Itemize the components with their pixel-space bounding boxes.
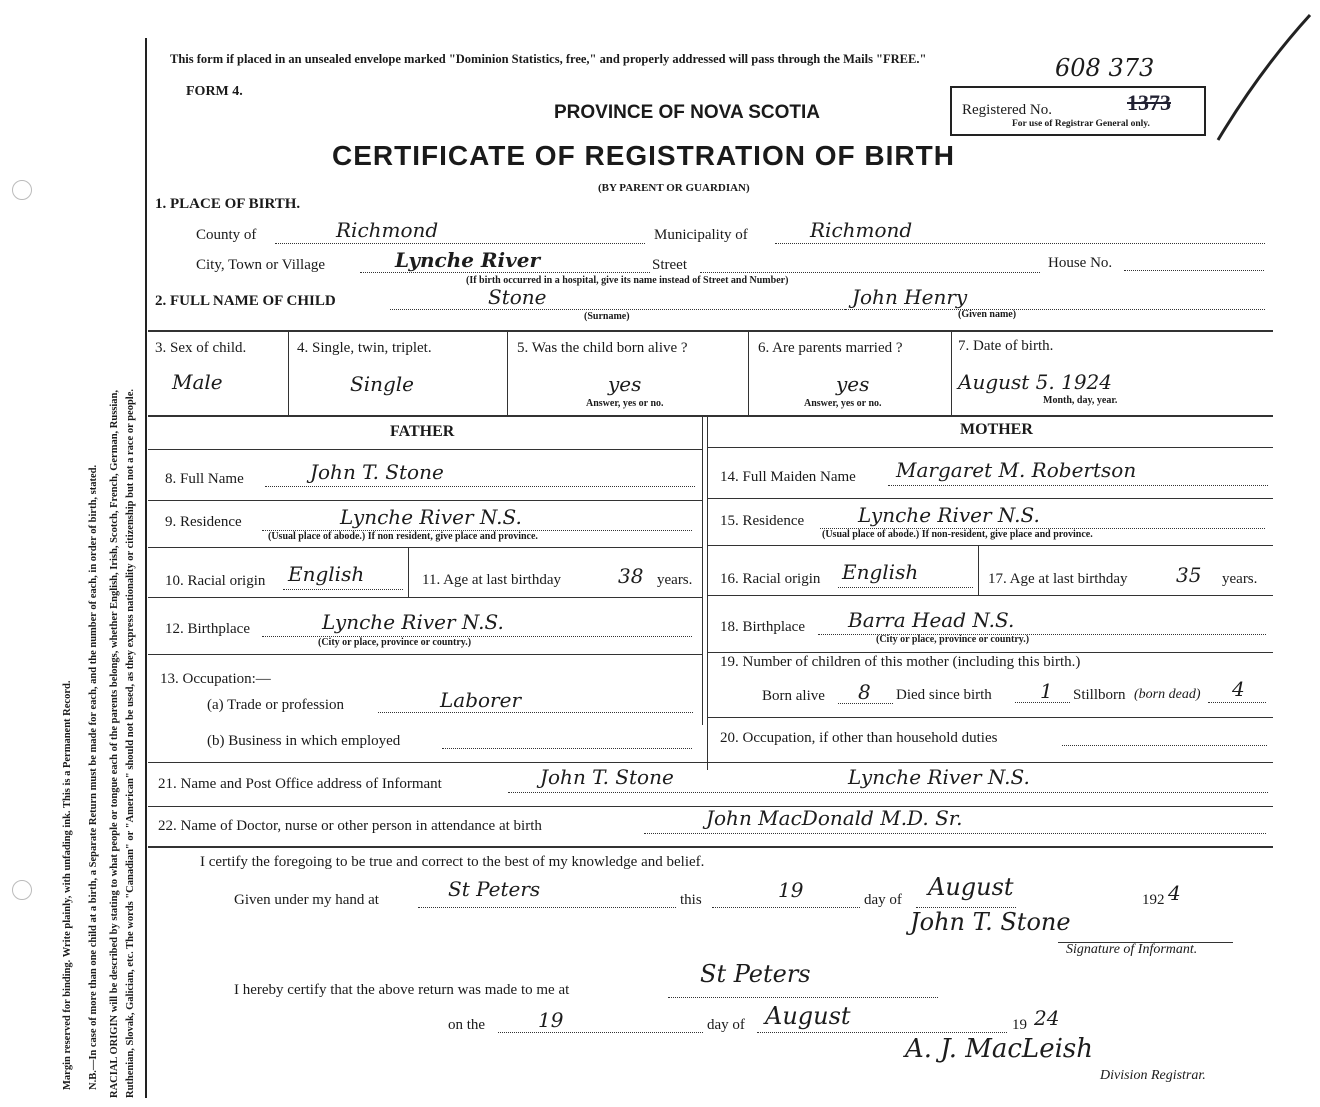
mother-age-value: 35 <box>1176 563 1202 587</box>
registered-label: Registered No. <box>962 102 1052 118</box>
page-subtitle: (BY PARENT OR GUARDIAN) <box>598 182 750 194</box>
stillborn-label: Stillborn <box>1073 687 1126 703</box>
municipality-value: Richmond <box>810 218 913 242</box>
margin-note-binding: Margin reserved for binding. Write plainly, with unfading ink. This is a Permanent Record. <box>62 680 73 1090</box>
registrar-place-value: St Peters <box>700 960 811 988</box>
sex-label: 3. Sex of child. <box>155 340 247 356</box>
father-birthplace-label: 12. Birthplace <box>165 621 250 637</box>
county-value: Richmond <box>336 218 439 242</box>
married-label: 6. Are parents married ? <box>758 340 903 356</box>
father-residence-label: 9. Residence <box>165 514 242 530</box>
registrar-signature-caption: Division Registrar. <box>1100 1068 1206 1083</box>
certification-statement: I certify the foregoing to be true and correct to the best of my knowledge and belief. <box>200 854 705 870</box>
father-birthplace-value: Lynche River N.S. <box>322 610 504 634</box>
surname-caption: (Surname) <box>584 311 630 322</box>
child-surname: Stone <box>488 285 547 309</box>
sex-value: Male <box>172 370 223 394</box>
born-alive-value: 8 <box>858 680 871 704</box>
alive-value: yes <box>608 372 642 396</box>
mother-occupation-label: 20. Occupation, if other than household duties <box>720 730 998 746</box>
table-bottom-rule <box>148 846 1273 848</box>
stillborn-note: (born dead) <box>1134 687 1201 702</box>
mother-birthplace-value: Barra Head N.S. <box>848 608 1015 632</box>
mother-residence-value: Lynche River N.S. <box>858 503 1040 527</box>
father-age-label: 11. Age at last birthday <box>422 572 561 588</box>
informant-name-value: John T. Stone <box>540 765 674 789</box>
punch-hole-bottom <box>12 880 32 900</box>
father-birthplace-caption: (City or place, province or country.) <box>318 637 472 648</box>
given-year-suffix: 4 <box>1168 881 1181 905</box>
page-title: CERTIFICATE OF REGISTRATION OF BIRTH <box>332 140 955 171</box>
registrar-use-note: For use of Registrar General only. <box>1012 119 1150 129</box>
mother-name-value: Margaret M. Robertson <box>896 458 1137 482</box>
hospital-note: (If birth occurred in a hospital, give its name instead of Street and Number) <box>466 275 789 286</box>
died-since-birth-label: Died since birth <box>896 687 992 703</box>
city-label: City, Town or Village <box>196 257 326 273</box>
child-name-label: 2. FULL NAME OF CHILD <box>155 293 336 309</box>
registrar-signature: A. J. MacLeish <box>905 1034 1093 1064</box>
house-label: House No. <box>1048 255 1113 271</box>
given-under-hand-label: Given under my hand at <box>234 892 379 908</box>
mother-heading: MOTHER <box>960 421 1033 438</box>
margin-note-racial-origin-2: Ruthenian, Slovak, Galician, etc. The words "Canadian" or "American" should not be used, as they express nationality or citizenship but not a race or people. <box>125 389 136 1098</box>
alive-caption: Answer, yes or no. <box>586 398 664 409</box>
mail-notice: This form if placed in an unsealed envelope marked "Dominion Statistics, free," and properly addressed will pass through the Mails "FREE." <box>170 52 927 66</box>
alive-label: 5. Was the child born alive ? <box>517 340 688 356</box>
father-trade-value: Laborer <box>440 688 522 712</box>
married-value: yes <box>836 372 870 396</box>
child-given-name: John Henry <box>852 285 968 309</box>
given-place-value: St Peters <box>448 877 541 901</box>
mother-racial-label: 16. Racial origin <box>720 571 821 587</box>
province-name: PROVINCE OF NOVA SCOTIA <box>554 102 821 123</box>
single-label: 4. Single, twin, triplet. <box>297 340 432 356</box>
informant-label: 21. Name and Post Office address of Informant <box>158 776 442 792</box>
place-of-birth-heading: 1. PLACE OF BIRTH. <box>155 196 301 212</box>
city-value: Lynche River <box>395 248 541 272</box>
father-occupation-label: 13. Occupation:— <box>160 671 271 687</box>
mother-age-unit: years. <box>1222 571 1258 587</box>
margin-note-racial-origin: RACIAL ORIGIN will be described by stating to what people or tongue each of the parents belongs, whether English, Irish, Scotch, French, German, Russian, <box>109 389 120 1098</box>
this-label: this <box>680 892 702 908</box>
registration-year-prefix: 19 <box>1012 1017 1027 1033</box>
married-caption: Answer, yes or no. <box>804 398 882 409</box>
single-value: Single <box>350 372 415 396</box>
doctor-label: 22. Name of Doctor, nurse or other person in attendance at birth <box>158 818 542 834</box>
registered-box <box>950 86 1206 136</box>
mother-name-label: 14. Full Maiden Name <box>720 469 856 485</box>
given-year-prefix: 192 <box>1142 892 1165 908</box>
day-of-label: day of <box>864 892 902 908</box>
table-top-rule <box>148 330 1273 332</box>
father-age-value: 38 <box>618 564 644 588</box>
registration-day-of-label: day of <box>707 1017 745 1033</box>
informant-signature-caption: Signature of Informant. <box>1066 942 1198 957</box>
dob-label: 7. Date of birth. <box>958 338 1054 354</box>
died-since-birth-value: 1 <box>1040 679 1053 703</box>
mother-birthplace-label: 18. Birthplace <box>720 619 805 635</box>
informant-signature: John T. Stone <box>910 908 1071 936</box>
father-age-unit: years. <box>657 572 693 588</box>
father-racial-value: English <box>288 562 365 586</box>
dob-value: August 5. 1924 <box>958 370 1113 394</box>
given-name-caption: (Given name) <box>958 309 1017 320</box>
informant-address-value: Lynche River N.S. <box>848 765 1030 789</box>
mother-racial-value: English <box>842 560 919 584</box>
stillborn-value: 4 <box>1232 677 1245 701</box>
binding-margin-line <box>145 38 147 1098</box>
registration-year-suffix: 24 <box>1034 1006 1060 1030</box>
margin-note-multiple-births: N.B.—In case of more than one child at a birth, a Separate Return must be made for each, and the number of each, in order of birth, stated. <box>88 464 99 1090</box>
given-day-value: 19 <box>778 878 804 902</box>
given-month-value: August <box>928 873 1014 901</box>
father-business-label: (b) Business in which employed <box>207 733 401 749</box>
registration-month-value: August <box>765 1002 851 1030</box>
father-trade-label: (a) Trade or profession <box>207 697 345 713</box>
dob-caption: Month, day, year. <box>1043 395 1118 406</box>
mother-children-label: 19. Number of children of this mother (including this birth.) <box>720 654 1081 670</box>
handwritten-file-number: 608 373 <box>1055 54 1155 82</box>
registrar-statement: I hereby certify that the above return was made to me at <box>234 982 570 998</box>
county-label: County of <box>196 227 257 243</box>
form-number: FORM 4. <box>186 84 243 99</box>
father-racial-label: 10. Racial origin <box>165 573 266 589</box>
mother-residence-label: 15. Residence <box>720 513 805 529</box>
mother-birthplace-caption: (City or place, province or country.) <box>876 634 1030 645</box>
pen-slash-mark <box>1200 10 1320 150</box>
on-the-label: on the <box>448 1017 486 1033</box>
father-name-label: 8. Full Name <box>165 471 244 487</box>
doctor-value: John MacDonald M.D. Sr. <box>706 806 963 830</box>
mother-age-label: 17. Age at last birthday <box>988 571 1128 587</box>
father-heading: FATHER <box>390 423 455 440</box>
born-alive-label: Born alive <box>762 688 825 704</box>
father-residence-value: Lynche River N.S. <box>340 505 522 529</box>
father-name-value: John T. Stone <box>310 460 444 484</box>
registration-day-value: 19 <box>538 1008 564 1032</box>
municipality-label: Municipality of <box>654 227 748 243</box>
mother-residence-caption: (Usual place of abode.) If non-resident, give place and province. <box>822 529 1093 540</box>
registered-number: 1373 <box>1127 90 1171 115</box>
parents-divider <box>702 415 703 725</box>
punch-hole-top <box>12 180 32 200</box>
father-residence-caption: (Usual place of abode.) If non resident, give place and province. <box>268 531 538 542</box>
street-label: Street <box>652 257 687 273</box>
